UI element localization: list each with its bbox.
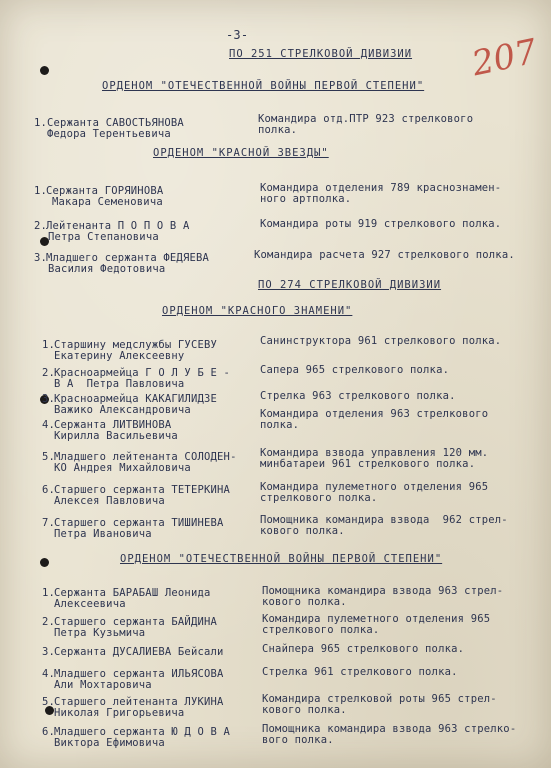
entry-position: Сапера 965 стрелкового полка. — [260, 364, 450, 376]
entry-position-cont: полка. — [260, 419, 300, 431]
order-heading-3: ОРДЕНОМ "КРАСНОГО ЗНАМЕНИ" — [162, 305, 353, 317]
entry-name: Старшего сержанта ТЕТЕРКИНА — [54, 484, 231, 496]
entry-position-cont: кового полка. — [260, 525, 345, 537]
entry-name: Старшего сержанта БАЙДИНА — [54, 616, 218, 628]
entry-number: 3. — [42, 646, 56, 658]
entry-position: Санинструктора 961 стрелкового полка. — [260, 335, 502, 347]
entry-name: Лейтенанта П О П О В А — [46, 220, 190, 232]
entry-number: 2. — [42, 616, 56, 628]
entry-position-cont: кового полка. — [262, 596, 347, 608]
entry-number: 2. — [42, 367, 56, 379]
entry-number: 1. — [42, 339, 56, 351]
entry-number: 4. — [42, 419, 56, 431]
entry-name-cont: Федора Терентьевича — [47, 128, 171, 140]
entry-name: Красноармейца КАКАГИЛИДЗЕ — [54, 393, 218, 405]
entry-name: Старшего лейтенанта ЛУКИНА — [54, 696, 224, 708]
division-heading-274: ПО 274 СТРЕЛКОВОЙ ДИВИЗИИ — [258, 279, 442, 291]
entry-position: Командира пулеметного отделения 965 — [262, 613, 491, 625]
entry-position-cont: вого полка. — [262, 734, 334, 746]
entry-number: 3. — [42, 393, 56, 405]
entry-position-cont: ного артполка. — [260, 193, 352, 205]
entry-name: Младшего сержанта Ю Д О В А — [54, 726, 231, 738]
entry-position: Снайпера 965 стрелкового полка. — [262, 643, 465, 655]
entry-name-cont: Петра Ивановича — [54, 528, 152, 540]
entry-position: Командира расчета 927 стрелкового полка. — [254, 249, 515, 261]
entry-name-cont: В А Петра Павловича — [54, 378, 185, 390]
entry-position: Помощника командира взвода 963 стрел- — [262, 585, 504, 597]
entry-number: 4. — [42, 668, 56, 680]
entry-number: 2. — [34, 220, 48, 232]
page-marker: -3- — [226, 28, 249, 42]
entry-position: Командира отделения 789 краснознамен- — [260, 182, 502, 194]
entry-position: Командира пулеметного отделения 965 — [260, 481, 489, 493]
entry-position: Командира отделения 963 стрелкового — [260, 408, 489, 420]
entry-name-cont: Виктора Ефимовича — [54, 737, 165, 749]
entry-position: Стрелка 961 стрелкового полка. — [262, 666, 458, 678]
entry-number: 6. — [42, 484, 56, 496]
entry-name: Сержанта ДУСАЛИЕВА Бейсали — [54, 646, 224, 658]
entry-name: Младшего сержанта ИЛЬЯСОВА — [54, 668, 224, 680]
entry-position: Командира стрелковой роты 965 стрел- — [262, 693, 497, 705]
entry-position: Помощника командира взвода 963 стрелко- — [262, 723, 517, 735]
entry-number: 5. — [42, 451, 56, 463]
entry-name-cont: Алексеевича — [54, 598, 126, 610]
entry-name: Старшину медслужбы ГУСЕВУ — [54, 339, 218, 351]
entry-name: Сержанта ЛИТВИНОВА — [54, 419, 172, 431]
entry-position-cont: стрелкового полка. — [260, 492, 378, 504]
entry-position-cont: кового полка. — [262, 704, 347, 716]
entry-position: Командира взвода управления 120 мм. — [260, 447, 489, 459]
entry-name-cont: Петра Кузьмича — [54, 627, 146, 639]
punch-hole-4 — [40, 558, 49, 567]
entry-name-cont: КО Андрея Михайловича — [54, 462, 191, 474]
entry-position-cont: минбатареи 961 стрелкового полка. — [260, 458, 476, 470]
entry-name-cont: Василия Федотовича — [48, 263, 166, 275]
entry-name: Старшего сержанта ТИШИНЕВА — [54, 517, 224, 529]
handwritten-number: 207 — [468, 31, 541, 85]
division-heading-251: ПО 251 СТРЕЛКОВОЙ ДИВИЗИИ — [229, 48, 413, 60]
entry-name: Младшего сержанта ФЕДЯЕВА — [46, 252, 210, 264]
entry-name: Сержанта ГОРЯИНОВА — [46, 185, 164, 197]
entry-name-cont: Макара Семеновича — [52, 196, 163, 208]
entry-position: Командира отд.ПТР 923 стрелкового — [258, 113, 474, 125]
entry-name-cont: Кирилла Васильевича — [54, 430, 178, 442]
entry-position-cont: полка. — [258, 124, 298, 136]
entry-position: Командира роты 919 стрелкового полка. — [260, 218, 502, 230]
entry-name-cont: Важико Александровича — [54, 404, 191, 416]
entry-name-cont: Екатерину Алексеевну — [54, 350, 185, 362]
entry-position: Стрелка 963 стрелкового полка. — [260, 390, 456, 402]
entry-number: 5. — [42, 696, 56, 708]
entry-name-cont: Николая Григорьевича — [54, 707, 185, 719]
punch-hole-1 — [40, 66, 49, 75]
entry-name: Младшего лейтенанта СОЛОДЕН- — [54, 451, 237, 463]
entry-position: Помощника командира взвода 962 стрел- — [260, 514, 508, 526]
entry-number: 1. — [34, 117, 48, 129]
entry-name: Красноармейца Г О Л У Б Е - — [54, 367, 231, 379]
entry-number: 1. — [34, 185, 48, 197]
entry-number: 3. — [34, 252, 48, 264]
entry-number: 6. — [42, 726, 56, 738]
entry-name-cont: Али Мохтаровича — [54, 679, 152, 691]
entry-name-cont: Алексея Павловича — [54, 495, 165, 507]
order-heading-4: ОРДЕНОМ "ОТЕЧЕСТВЕННОЙ ВОЙНЫ ПЕРВОЙ СТЕПЕНИ" — [120, 553, 443, 565]
entry-name-cont: Петра Степановича — [48, 231, 159, 243]
entry-number: 7. — [42, 517, 56, 529]
order-heading-1: ОРДЕНОМ "ОТЕЧЕСТВЕННОЙ ВОЙНЫ ПЕРВОЙ СТЕПЕНИ" — [102, 80, 425, 92]
entry-position-cont: стрелкового полка. — [262, 624, 380, 636]
order-heading-2: ОРДЕНОМ "КРАСНОЙ ЗВЕЗДЫ" — [153, 147, 329, 159]
entry-name: Сержанта БАРАБАШ Леонида — [54, 587, 211, 599]
entry-number: 1. — [42, 587, 56, 599]
entry-name: Сержанта САВОСТЬЯНОВА — [47, 117, 184, 129]
